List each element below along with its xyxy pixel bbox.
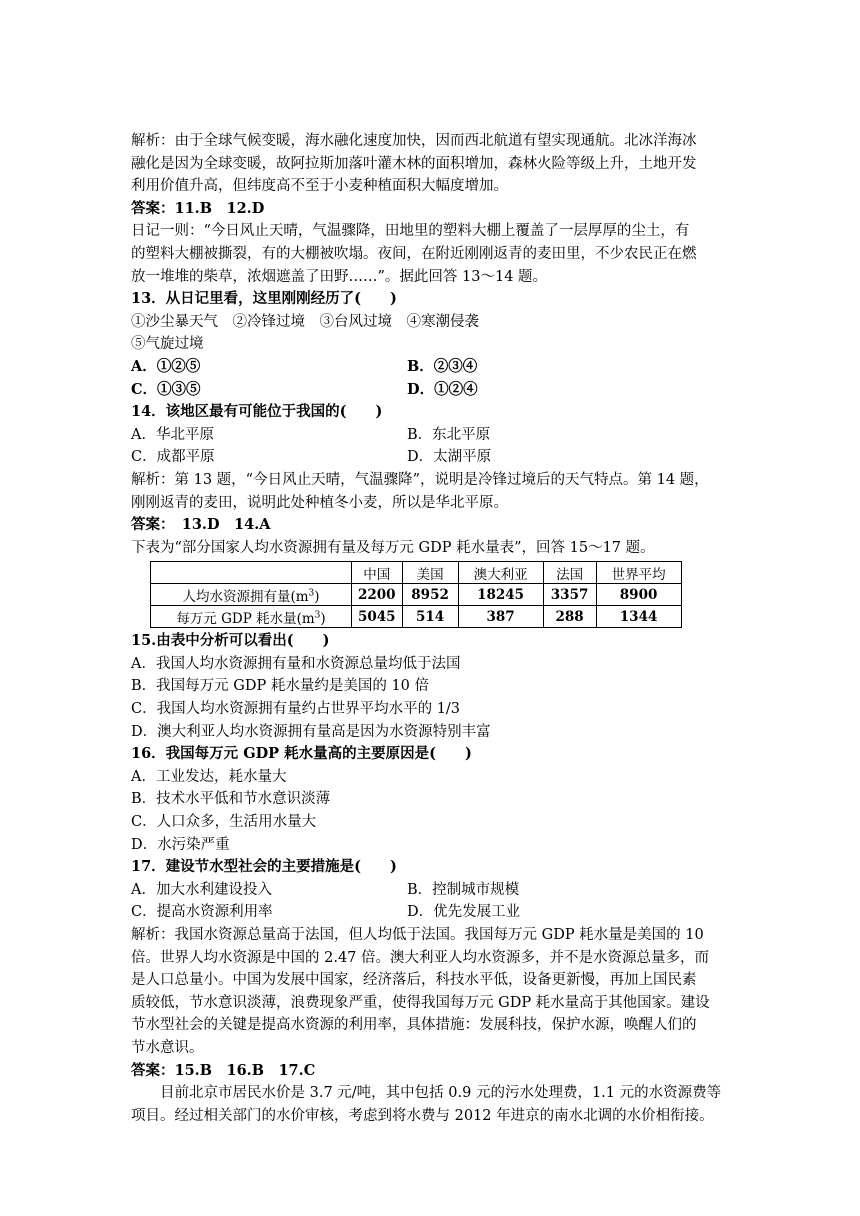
answer-13-14: 答案： 13.D 14.A <box>131 516 271 534</box>
option-13-b: B．②③④ <box>407 357 478 375</box>
explanation-15-17-line1: 解析：我国水资源总量高于法国，但人均低于法国。我国每万元 GDP 耗水量是美国的 10 <box>131 927 704 943</box>
question-17-options-row1 <box>131 879 731 902</box>
table-row <box>151 584 682 606</box>
option-14-d: D．太湖平原 <box>407 449 492 466</box>
explanation-11-12-line2: 融化是因为全球变暖，故阿拉斯加落叶灌木林的面积增加，森林火险等级上升，土地开发 <box>131 155 697 172</box>
table-header-cell <box>151 562 352 584</box>
question-14-options-row1 <box>131 424 731 447</box>
final-paragraph-line1: 目前北京市居民水价是 3.7 元/吨，其中包括 0.9 元的污水处理费，1.1 元的水资源费等 <box>160 1085 722 1102</box>
diary-line2: 的塑料大棚被撕裂，有的大棚被吹塌。夜间，在附近刚刚返青的麦田里，不少农民正在燃 <box>131 245 697 262</box>
question-13-item5: ⑤气旋过境 <box>131 336 204 353</box>
table-row-label: 人均水资源拥有量$(m^3)$ <box>151 584 352 606</box>
explanation-15-17-line5: 节水型社会的关键是提高水资源的利用率，具体措施：发展科技，保护水源，唤醒人们的 <box>131 1017 697 1034</box>
option-17-d: D．优先发展工业 <box>407 904 521 921</box>
table-cell: 2200 <box>352 584 403 606</box>
option-14-b: B．东北平原 <box>407 426 491 443</box>
question-13-options-row1 <box>131 356 731 379</box>
explanation-13-14-line2: 刚刚返青的麦田，说明此处种植冬小麦，所以是华北平原。 <box>131 494 508 511</box>
option-15-d: D．澳大利亚人均水资源拥有量高是因为水资源特别丰富 <box>131 723 491 740</box>
answer-11-12: 答案：11.B 12.D <box>131 199 265 217</box>
diary-line1: 日记一则：“今日风止天晴，气温骤降，田地里的塑料大棚上覆盖了一层厚厚的尘土，有 <box>131 223 690 240</box>
option-16-a: A．工业发达，耗水量大 <box>131 768 287 785</box>
option-17-a: A．加大水利建设投入 <box>131 881 272 898</box>
table-cell: 1344 <box>596 606 681 628</box>
explanation-11-12-line3: 利用价值升高，但纬度高不至于小麦种植面积大幅度增加。 <box>131 178 508 195</box>
option-17-c: C．提高水资源利用率 <box>131 904 273 921</box>
diary-line3: 放一堆堆的柴草，浓烟遮盖了田野……”。据此回答 13～14 题。 <box>131 268 548 285</box>
option-13-d: D．①②④ <box>407 380 478 398</box>
option-16-c: C．人口众多，生活用水量大 <box>131 814 317 831</box>
explanation-11-12-line1: 解析：由于全球气候变暖，海水融化速度加快，因而西北航道有望实现通航。北冰洋海冰 <box>131 133 697 149</box>
table-cell: 514 <box>402 606 458 628</box>
table-cell: 387 <box>458 606 543 628</box>
water-resource-table <box>150 561 682 628</box>
option-13-a: A．①②⑤ <box>131 357 201 375</box>
question-15: 15.由表中分析可以看出( ) <box>131 632 330 650</box>
explanation-15-17-line4: 质较低，节水意识淡薄，浪费现象严重，使得我国每万元 GDP 耗水量高于其他国家。建设 <box>131 994 710 1011</box>
option-14-a: A．华北平原 <box>131 426 214 443</box>
question-13: 13．从日记里看，这里刚刚经历了( ) <box>131 290 397 308</box>
option-15-a: A．我国人均水资源拥有量和水资源总量均低于法国 <box>131 655 461 672</box>
explanation-15-17-line3: 是人口总量小。中国为发展中国家，经济落后，科技水平低，设备更新慢，再加上国民素 <box>131 972 697 989</box>
table-cell: 8952 <box>402 584 458 606</box>
question-13-options-row2 <box>131 379 731 402</box>
table-intro: 下表为“部分国家人均水资源拥有量及每万元 GDP 耗水量表”，回答 15～17 题。 <box>131 539 655 556</box>
option-13-c: C．①③⑤ <box>131 380 201 398</box>
explanation-15-17-line2: 倍。世界人均水资源是中国的 2.47 倍。澳大利亚人均水资源多，并不是水资源总量多，而 <box>131 949 709 966</box>
option-17-b: B．控制城市规模 <box>407 881 520 898</box>
option-14-c: C．成都平原 <box>131 449 215 466</box>
question-17: 17．建设节水型社会的主要措施是( ) <box>131 858 397 876</box>
question-17-options-row2 <box>131 901 731 924</box>
question-13-items: ①沙尘暴天气 ②冷锋过境 ③台风过境 ④寒潮侵袭 <box>131 313 479 330</box>
table-header-row <box>151 562 682 584</box>
document-page <box>131 130 731 1127</box>
table-header-cell: 世界平均 <box>596 562 681 584</box>
question-14-options-row2 <box>131 446 731 469</box>
final-paragraph-line2: 项目。经过相关部门的水价审核，考虑到将水费与 2012 年进京的南水北调的水价相衔接。 <box>131 1107 714 1124</box>
table-header-cell: 法国 <box>543 562 596 584</box>
option-15-c: C．我国人均水资源拥有量约占世界平均水平的 1/3 <box>131 701 461 718</box>
table-cell: 8900 <box>596 584 681 606</box>
table-header-cell: 美国 <box>402 562 458 584</box>
table-cell: 18245 <box>458 584 543 606</box>
table-cell: 3357 <box>543 584 596 606</box>
option-16-b: B．技术水平低和节水意识淡薄 <box>131 791 331 808</box>
option-16-d: D．水污染严重 <box>131 836 230 853</box>
table-header-cell: 中国 <box>352 562 403 584</box>
answer-15-17: 答案：15.B 16.B 17.C <box>131 1061 316 1079</box>
option-15-b: B．我国每万元 GDP 耗水量约是美国的 10 倍 <box>131 678 430 695</box>
explanation-13-14-line1: 解析：第 13 题，“今日风止天晴，气温骤降”，说明是冷锋过境后的天气特点。第 14 题， <box>131 471 709 488</box>
question-16: 16．我国每万元 GDP 耗水量高的主要原因是( ) <box>131 745 472 763</box>
question-14: 14．该地区最有可能位于我国的( ) <box>131 403 383 421</box>
table-cell: 5045 <box>352 606 403 628</box>
table-row-label: 每万元 GDP 耗水量$(m^3)$ <box>151 606 352 628</box>
table-row <box>151 606 682 628</box>
explanation-15-17-line6: 节水意识。 <box>131 1039 204 1056</box>
table-header-cell: 澳大利亚 <box>458 562 543 584</box>
table-cell: 288 <box>543 606 596 628</box>
